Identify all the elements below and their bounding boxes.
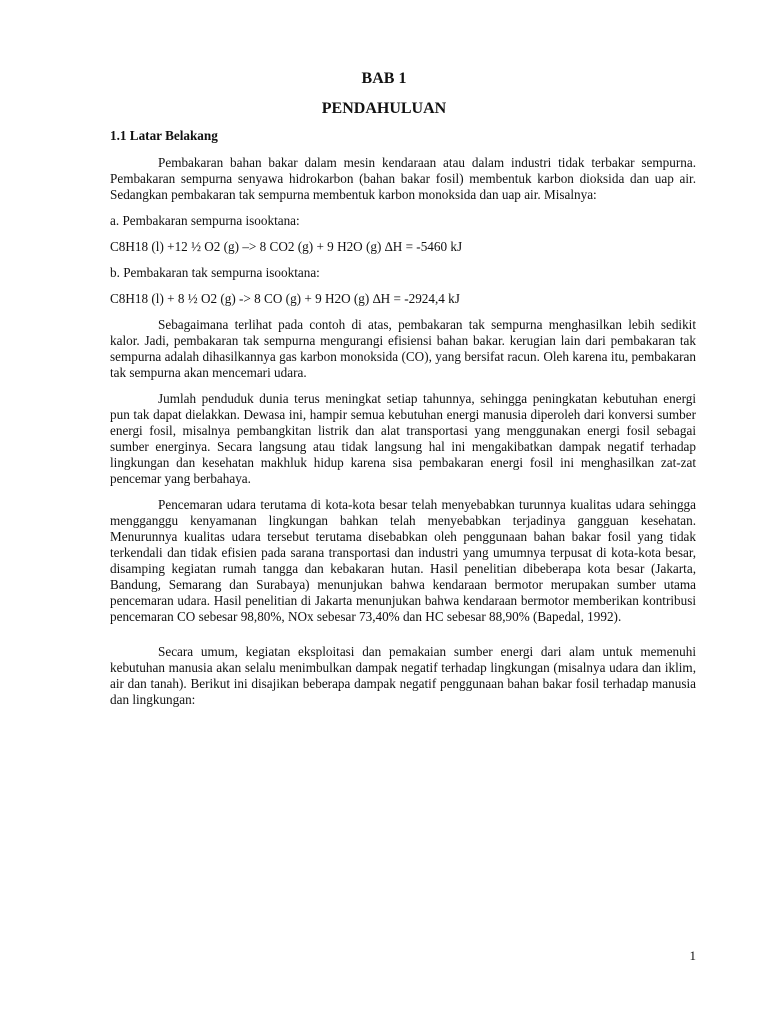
paragraph-intro: Pembakaran bahan bakar dalam mesin kendaraan atau dalam industri tidak terbakar sempurna. Pembakaran sempurna senyawa hidrokarbon (bahan bakar fosil) membentuk karbon dioksida dan uap air. Sedangkan pembakaran tak sempurna membentuk karbon monoksida dan uap air. Misalnya: [110,155,696,202]
paragraph-impacts: Secara umum, kegiatan eksploitasi dan pemakaian sumber energi dari alam untuk memenuhi kebutuhan manusia akan selalu menimbulkan dampak negatif terhadap lingkungan (misalnya udara dan iklim, air dan tanah). Berikut ini disajikan beberapa dampak negatif penggunaan bahan bakar fosil terhadap manusia dan lingkungan: [110,644,696,707]
page-number: 1 [689,948,696,963]
chapter-title: PENDAHULUAN [321,100,447,117]
page-body [110,128,696,708]
equation-incomplete-combustion: C8H18 (l) + 8 ½ O2 (g) -> 8 CO (g) + 9 H2O (g) ∆H = -2924,4 kJ [110,291,460,306]
paragraph-air-pollution: Pencemaran udara terutama di kota-kota besar telah menyebabkan turunnya kualitas udara sehingga mengganggu kenyamanan lingkungan bahkan telah menyebabkan terjadinya gangguan kesehatan. Menurunnya kualitas udara tersebut terutama disebabkan oleh penggunaan bahan bakar fosil yang tidak terkendali dan tidak efisien pada sarana transportasi dan industri yang umumnya terpusat di kota-kota besar, disamping kegiatan rumah tangga dan kebakaran hutan. Hasil penelitian dibeberapa kota besar (Jakarta, Bandung, Semarang dan Surabaya) menunjukan bahwa kendaraan bermotor merupakan sumber utama pencemaran udara. Hasil penelitian di Jakarta menunjukan bahwa kendaraan bermotor memberikan kontribusi pencemaran CO sebesar 98,80%, NOx sebesar 73,40% dan HC sebesar 88,90% (Bapedal, 1992). [110,497,696,624]
paragraph-comparison: Sebagaimana terlihat pada contoh di atas, pembakaran tak sempurna menghasilkan lebih sedikit kalor. Jadi, pembakaran tak sempurna mengurangi efisiensi bahan bakar. kerugian lain dari pembakaran tak sempurna adalah dihasilkannya gas karbon monoksida (CO), yang bersifat racun. Oleh karena itu, pembakaran tak sempurna akan mencemari udara. [110,317,696,380]
paragraph-energy-demand: Jumlah penduduk dunia terus meningkat setiap tahunnya, sehingga peningkatan kebutuhan energi pun tak dapat dielakkan. Dewasa ini, hampir semua kebutuhan energi manusia diperoleh dari konversi sumber energi fosil, misalnya pembangkitan listrik dan alat transportasi yang menggunakan energi fosil sebagai sumber energinya. Secara langsung atau tidak langsung hal ini mengakibatkan dampak negatif terhadap lingkungan dan kesehatan makhluk hidup karena sisa pembakaran energi fosil ini menghasilkan zat-zat pencemar yang berbahaya. [110,391,696,486]
equation-complete-combustion: C8H18 (l) +12 ½ O2 (g) –> 8 CO2 (g) + 9 H2O (g) ∆H = -5460 kJ [110,239,463,254]
section-heading: 1.1 Latar Belakang [110,128,218,143]
chapter-number: BAB 1 [361,70,407,87]
example-b-label: b. Pembakaran tak sempurna isooktana: [110,265,320,280]
example-a-label: a. Pembakaran sempurna isooktana: [110,213,300,228]
